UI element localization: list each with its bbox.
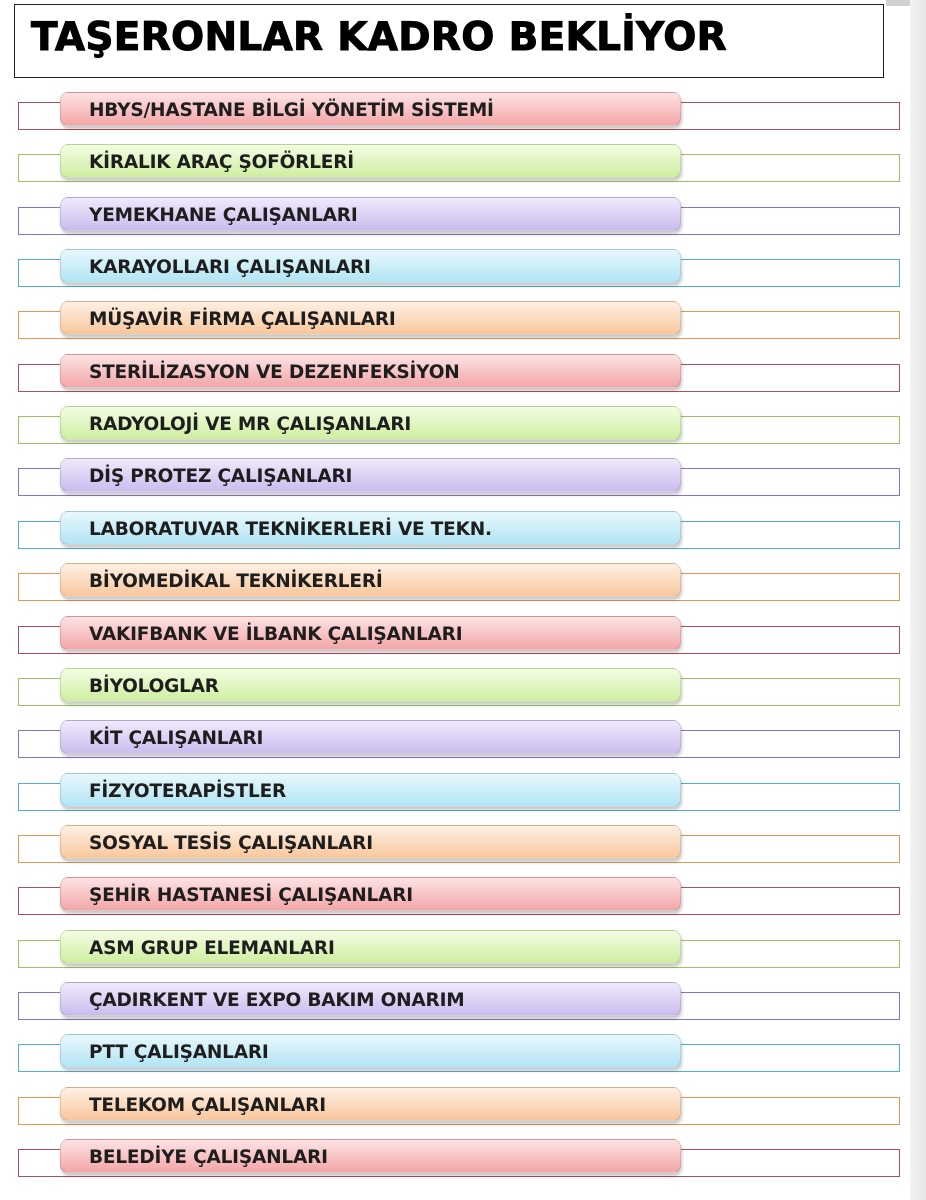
item-label: SOSYAL TESİS ÇALIŞANLARI xyxy=(89,832,373,854)
list-item xyxy=(0,140,926,192)
item-pill xyxy=(60,825,681,859)
item-label: TELEKOM ÇALIŞANLARI xyxy=(89,1094,326,1116)
list-item xyxy=(0,821,926,873)
item-pill xyxy=(60,458,681,492)
list-item xyxy=(0,402,926,454)
item-pill xyxy=(60,1034,681,1068)
list-item xyxy=(0,926,926,978)
item-label: STERİLİZASYON VE DEZENFEKSİYON xyxy=(89,361,460,383)
item-label: DİŞ PROTEZ ÇALIŞANLARI xyxy=(89,466,353,488)
item-label: HBYS/HASTANE BİLGİ YÖNETİM SİSTEMİ xyxy=(89,100,494,121)
item-pill xyxy=(60,1087,681,1121)
list-item xyxy=(0,559,926,611)
list-item xyxy=(0,454,926,506)
item-pill xyxy=(60,249,681,283)
list-item xyxy=(0,193,926,245)
list-item xyxy=(0,507,926,559)
item-pill xyxy=(60,354,681,388)
item-pill xyxy=(60,511,681,545)
item-label: KARAYOLLARI ÇALIŞANLARI xyxy=(89,257,371,279)
list-item xyxy=(0,1135,926,1187)
list-item xyxy=(0,88,926,140)
item-pill xyxy=(60,877,681,911)
item-pill xyxy=(60,982,681,1016)
item-pill xyxy=(60,1139,681,1173)
item-pill xyxy=(60,668,681,702)
title-box xyxy=(14,4,884,78)
page-title: TAŞERONLAR KADRO BEKLİYOR xyxy=(31,15,727,60)
item-label: FİZYOTERAPİSTLER xyxy=(89,780,287,802)
item-label: BİYOLOGLAR xyxy=(89,675,219,697)
list-item xyxy=(0,978,926,1030)
item-label: LABORATUVAR TEKNİKERLERİ VE TEKN. xyxy=(89,518,492,540)
list-item xyxy=(0,769,926,821)
item-pill xyxy=(60,197,681,231)
item-label: MÜŞAVİR FİRMA ÇALIŞANLARI xyxy=(89,309,396,331)
list-item xyxy=(0,612,926,664)
item-label: KİRALIK ARAÇ ŞOFÖRLERİ xyxy=(89,152,354,174)
item-pill xyxy=(60,930,681,964)
item-pill xyxy=(60,616,681,650)
list-item xyxy=(0,245,926,297)
list-item xyxy=(0,350,926,402)
item-pill xyxy=(60,720,681,754)
item-pill xyxy=(60,406,681,440)
item-label: BİYOMEDİKAL TEKNİKERLERİ xyxy=(89,571,383,593)
list-item xyxy=(0,716,926,768)
item-pill xyxy=(60,773,681,807)
item-label: PTT ÇALIŞANLARI xyxy=(89,1042,269,1064)
item-pill xyxy=(60,144,681,178)
list-item xyxy=(0,297,926,349)
list-item xyxy=(0,1030,926,1082)
item-pill xyxy=(60,92,681,126)
item-label: VAKIFBANK VE İLBANK ÇALIŞANLARI xyxy=(89,623,463,645)
item-label: ÇADIRKENT VE EXPO BAKIM ONARIM xyxy=(89,989,465,1011)
item-label: RADYOLOJİ VE MR ÇALIŞANLARI xyxy=(89,414,412,436)
list-item xyxy=(0,1083,926,1135)
item-label: ŞEHİR HASTANESİ ÇALIŞANLARI xyxy=(89,885,413,907)
item-pill xyxy=(60,301,681,335)
item-label: YEMEKHANE ÇALIŞANLARI xyxy=(89,204,358,226)
item-label: ASM GRUP ELEMANLARI xyxy=(89,937,335,959)
list-item xyxy=(0,664,926,716)
item-label: BELEDİYE ÇALIŞANLARI xyxy=(89,1147,328,1168)
item-label: KİT ÇALIŞANLARI xyxy=(89,728,264,750)
item-pill xyxy=(60,563,681,597)
list-item xyxy=(0,873,926,925)
